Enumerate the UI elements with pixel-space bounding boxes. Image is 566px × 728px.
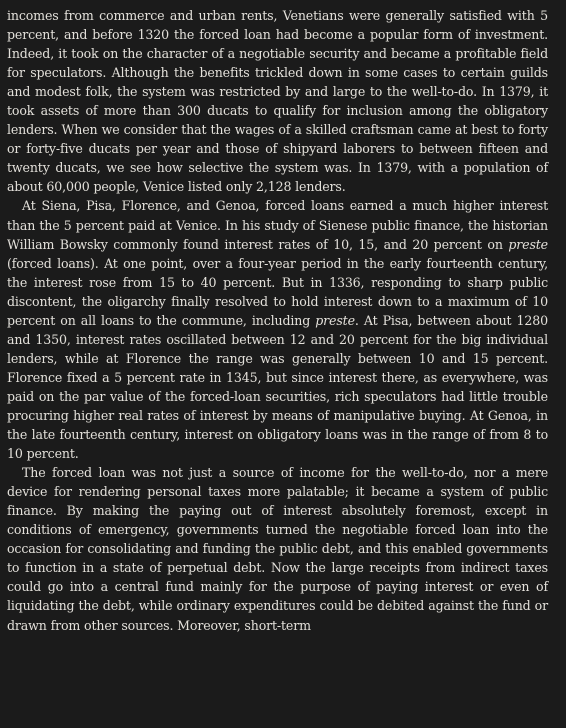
italic-term: preste (315, 312, 355, 328)
text-run: The forced loan was not just a source of income for the well-to-do, nor a mere device for rendering personal taxes more palatable; it became a system of public finance. By making the paying out of interest absolutely foremost, except in conditions of emergency, governments turned the negotiable forced loan into the occasion for consolidating and funding the public debt, and this enabled governments to function in a state of perpetual debt. Now the large receipts from indirect taxes could go into a central fund mainly for the purpose of paying interest or even of liquidating the debt, while ordinary expenditures could be debited against the fund or drawn from other sources. Moreover, short-term (7, 465, 548, 633)
paragraph-venetian-lenders (7, 6, 548, 196)
text-run: . At Pisa, between about 1280 and 1350, interest rates oscillated between 12 and 20 percent for the big individual lenders, while at Florence the range was generally between 10 and 15 percent. Florence fixed a 5 percent rate in 1345, but since interest there, as everywhere, was paid on the par value of the forced-loan securities, rich speculators had little trouble procuring higher real rates of interest by means of manipulative buying. At Genoa, in the late fourteenth century, interest on obligatory loans was in the range of from 8 to 10 percent. (7, 312, 549, 462)
text-run: incomes from commerce and urban rents, Venetians were generally satisfied with 5 percent, and before 1320 the forced loan had become a popular form of investment. Indeed, it took on the character of a negotiable security and became a profitable field for speculators. Although the benefits trickled down in some cases to certain guilds and modest folk, the system was restricted by and large to the well-to-do. In 1379, it took assets of more than 300 ducats to qualify for inclusion among the obligatory lenders. When we consider that the wages of a skilled craftsman came at best to forty or forty-five ducats per year and those of shipyard laborers to between fifteen and twenty ducats, we see how selective the system was. In 1379, with a population of about 60,000 people, Venice listed only 2,128 lenders. (7, 8, 548, 195)
paragraph-interest-rates (7, 196, 548, 463)
italic-term: preste (508, 236, 548, 252)
text-run: (forced loans). At one point, over a four-year period in the early fourteenth century, the interest rose from 15 to 40 percent. But in 1336, responding to sharp public discontent, the oligarchy finally resolved to hold interest down to a maximum of 10 percent on all loans to the commune, including (7, 255, 548, 328)
paragraph-public-finance (7, 463, 548, 634)
text-run: At Siena, Pisa, Florence, and Genoa, forced loans earned a much higher interest than the 5 percent paid at Venice. In his study of Sienese public finance, the historian William Bowsky commonly found interest rates of 10, 15, and 20 percent on (7, 198, 548, 252)
